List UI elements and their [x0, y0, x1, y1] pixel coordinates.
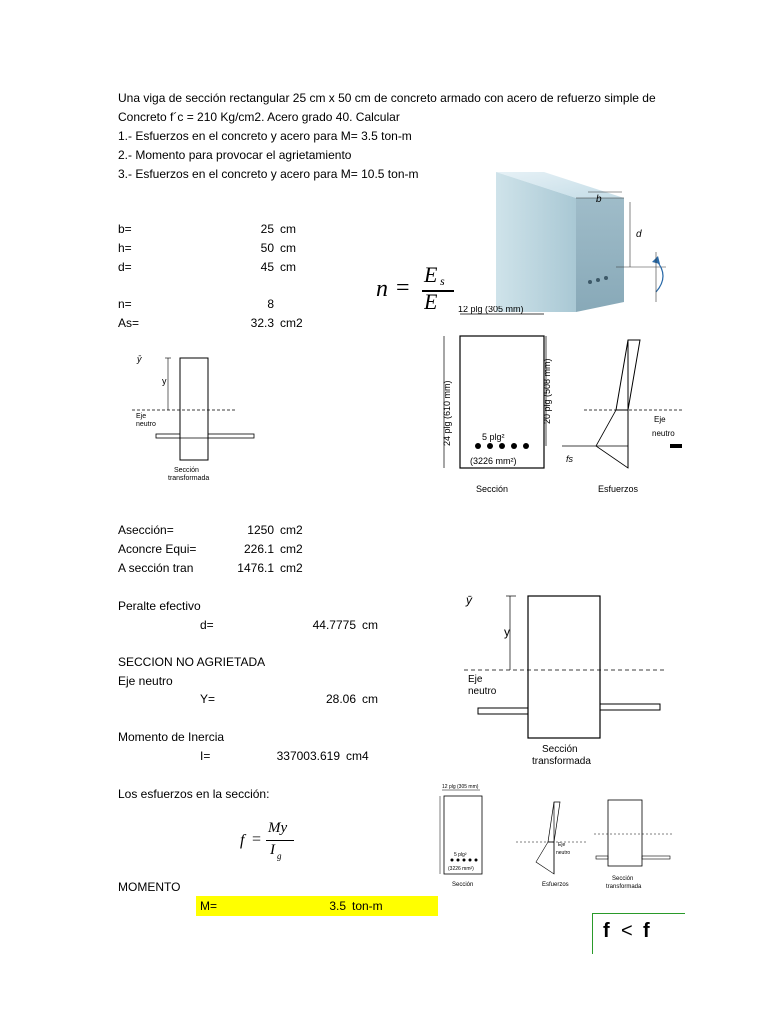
area-seccion-value: 1250	[247, 523, 274, 537]
peralte-value: 44.7775	[312, 618, 356, 632]
param-b-unit: cm	[280, 222, 296, 236]
momento-label: M=	[200, 899, 218, 913]
area-transformada-unit: cm2	[280, 561, 303, 575]
beam-b-label: b	[596, 194, 602, 205]
intro-item-2: 2.- Momento para provocar el agrietamiento	[118, 148, 352, 162]
param-n-label: n=	[118, 297, 132, 311]
area-seccion-unit: cm2	[280, 523, 303, 537]
formula-n-num: E	[424, 262, 438, 287]
peralte-title: Peralte efectivo	[118, 599, 201, 613]
formula-f-bar	[266, 840, 294, 841]
diagram-depth-dim: 20 plg (508 mm)	[542, 358, 552, 424]
param-d-value: 45	[260, 260, 274, 274]
intro-line-2: Concreto f´c = 210 Kg/cm2. Acero grado 40. Calcular	[118, 110, 400, 124]
inercia-unit: cm4	[346, 749, 369, 763]
momento-unit: ton-m	[352, 899, 383, 913]
compare-rhs: f	[643, 920, 650, 942]
large-ybar: y	[504, 625, 510, 639]
formula-n-eq: =	[396, 275, 410, 301]
combined-transformada: transformada	[606, 884, 642, 890]
large-seccion: Sección	[542, 744, 578, 755]
area-transformada-value: 1476.1	[237, 561, 274, 575]
diagram-eje: Eje	[654, 415, 666, 424]
momento-title: MOMENTO	[118, 880, 181, 894]
area-concreto-label: Aconcre Equi=	[118, 542, 197, 556]
large-transformada: transformada	[532, 756, 591, 767]
combined-seccion-2: Sección	[612, 876, 634, 882]
param-b-value: 25	[260, 222, 274, 236]
compare-op: <	[621, 920, 633, 942]
param-as-value: 32.3	[250, 316, 274, 330]
seccion-title: SECCION NO AGRIETADA	[118, 655, 266, 669]
formula-n-num-sub: s	[440, 274, 445, 288]
diagram-height-dim: 24 plg (610 mm)	[442, 380, 452, 446]
small-seccion: Sección	[174, 467, 199, 474]
intro-item-1: 1.- Esfuerzos en el concreto y acero para M= 3.5 ton-m	[118, 129, 412, 143]
small-transformada: transformada	[168, 475, 210, 482]
formula-n	[376, 262, 460, 312]
param-as-unit: cm2	[280, 316, 303, 330]
small-neutro: neutro	[136, 421, 156, 428]
seccion-unit: cm	[362, 692, 378, 706]
small-y-label: ȳ	[137, 354, 142, 364]
diagram-neutro: neutro	[652, 429, 675, 438]
combined-width-dim: 12 plg (305 mm)	[442, 784, 479, 790]
param-as-label: As=	[118, 316, 140, 330]
compare-lhs: f	[603, 920, 610, 942]
formula-f-lhs: f	[240, 832, 245, 849]
small-eje: Eje	[136, 413, 147, 420]
area-seccion-label: Asección=	[118, 523, 174, 537]
param-d-unit: cm	[280, 260, 296, 274]
diagram-bars-mm: (3226 mm²)	[470, 456, 517, 466]
area-transformada-label: A sección tran	[118, 561, 194, 575]
diagram-bars: 5 plg²	[482, 432, 505, 442]
combined-neutro: neutro	[556, 850, 571, 856]
inercia-label: I=	[200, 749, 211, 763]
formula-f-eq: =	[252, 831, 262, 848]
peralte-unit: cm	[362, 618, 378, 632]
param-n-value: 8	[267, 297, 274, 311]
formula-n-lhs: n	[376, 276, 388, 302]
inercia-title: Momento de Inercia	[118, 730, 225, 744]
compare-box	[592, 913, 685, 954]
large-neutro: neutro	[468, 686, 497, 697]
param-d-label: d=	[118, 260, 132, 274]
diagram-width-dim: 12 plg (305 mm)	[458, 306, 524, 314]
seccion-sub: Eje neutro	[118, 674, 173, 688]
diagram-esfuerzos: Esfuerzos	[598, 484, 639, 494]
beam-3d-illustration	[496, 172, 686, 312]
combined-eje: Eje	[558, 842, 566, 848]
area-concreto-unit: cm2	[280, 542, 303, 556]
param-b-label: b=	[118, 222, 132, 236]
param-h-unit: cm	[280, 241, 296, 255]
combined-seccion: Sección	[452, 882, 474, 888]
diagram-seccion: Sección	[476, 484, 509, 494]
seccion-value: 28.06	[325, 692, 356, 706]
section-stress-diagram	[436, 306, 684, 500]
intro-item-3: 3.- Esfuerzos en el concreto y acero para M= 10.5 ton-m	[118, 167, 419, 181]
seccion-label: Y=	[200, 692, 216, 706]
transformed-section-large	[464, 590, 664, 770]
combined-bars-mm: (3226 mm²)	[448, 866, 474, 872]
param-h-value: 50	[260, 241, 274, 255]
formula-f-num: My	[268, 820, 288, 836]
intro-line-1: Una viga de sección rectangular 25 cm x 50 cm de concreto armado con acero de refuerzo simple de	[118, 91, 656, 105]
param-h-label: h=	[118, 241, 132, 255]
formula-f-den-sub: g	[277, 851, 282, 861]
beam-d-label: d	[636, 229, 642, 240]
large-y-label: ȳ	[466, 593, 472, 607]
area-concreto-value: 226.1	[243, 542, 274, 556]
large-eje: Eje	[468, 674, 483, 685]
combined-bars: 5 plg²	[454, 852, 467, 858]
formula-f-den: I	[270, 842, 275, 858]
combined-esfuerzos: Esfuerzos	[542, 882, 569, 888]
peralte-label: d=	[200, 618, 214, 632]
transformed-section-small	[132, 350, 272, 485]
diagram-fs: fs	[566, 454, 574, 464]
formula-f	[240, 820, 304, 866]
combined-diagram-small	[436, 782, 672, 894]
formula-n-den: E	[424, 292, 438, 310]
small-ybar: y	[162, 376, 167, 386]
inercia-value: 337003.619	[276, 749, 340, 763]
esfuerzos-title: Los esfuerzos en la sección:	[118, 787, 270, 801]
momento-value: 3.5	[329, 899, 346, 913]
